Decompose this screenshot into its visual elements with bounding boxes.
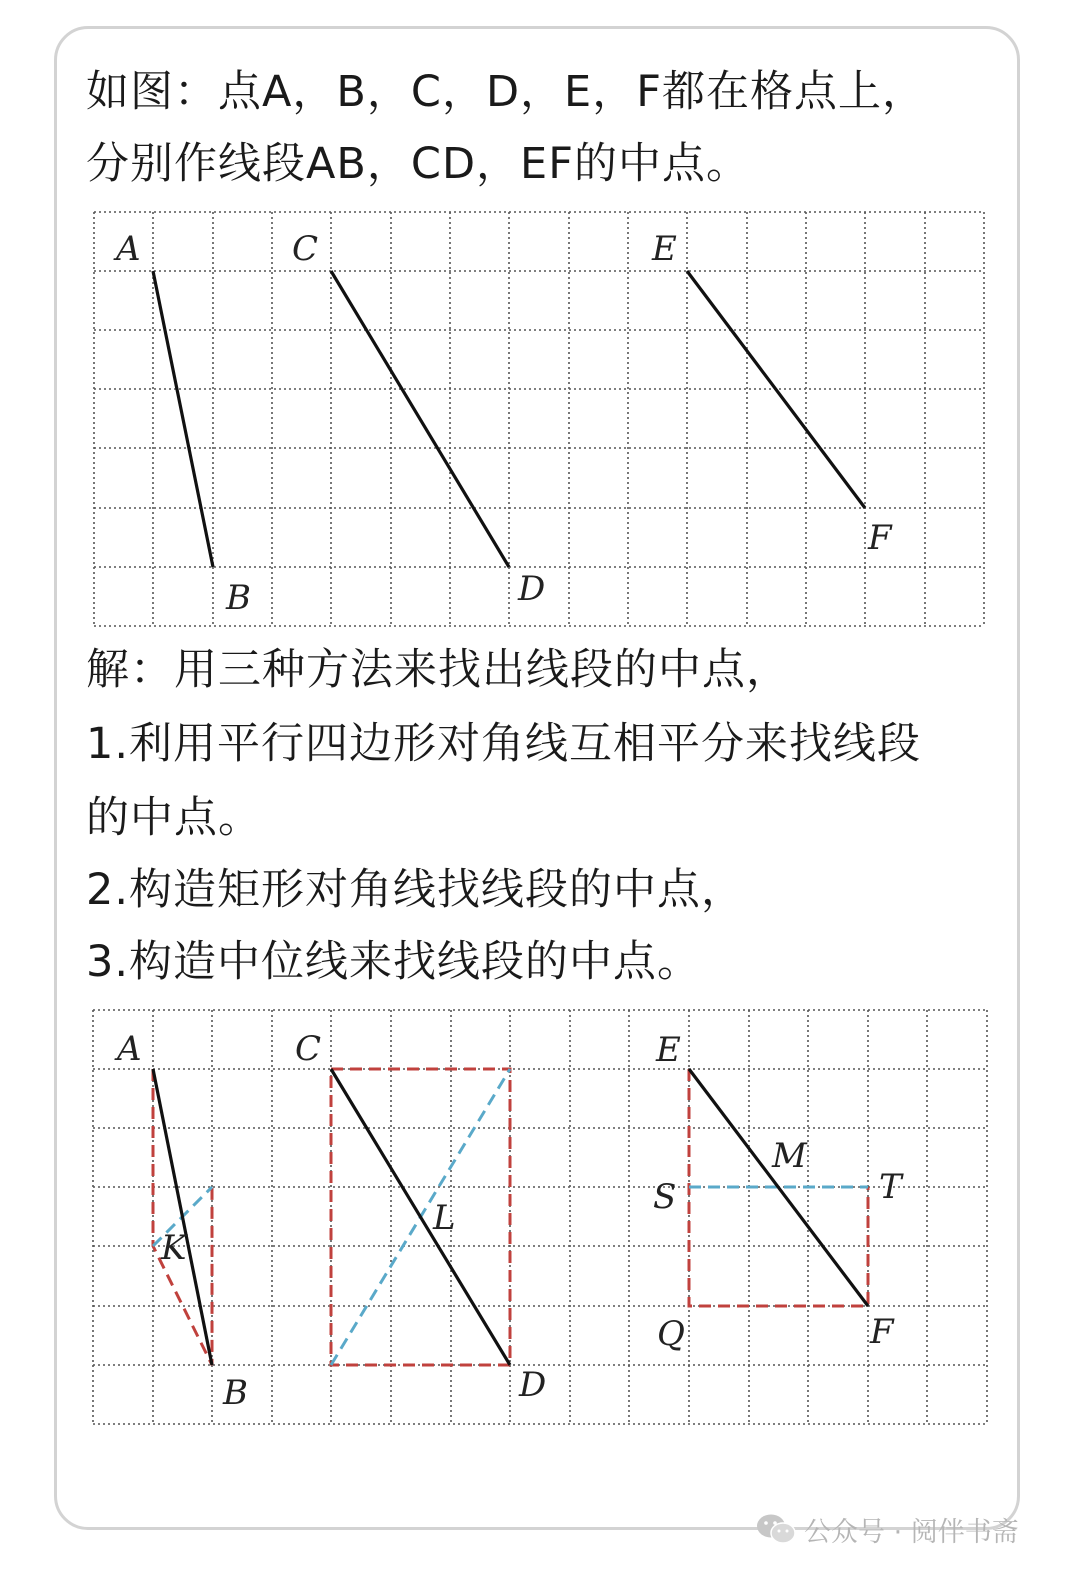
label-d: D (518, 569, 546, 609)
label-a: A (116, 229, 141, 269)
label-b: B (223, 1373, 248, 1413)
solution-line-5: 3.构造中位线来找线段的中点。 (86, 937, 702, 987)
solution-line-3: 的中点。 (86, 793, 262, 843)
grid (94, 212, 984, 626)
label-b: B (226, 578, 251, 618)
solution-line-4: 2.构造矩形对角线找线段的中点， (86, 865, 746, 915)
solution-line-2: 1.利用平行四边形对角线互相平分来找线段 (86, 719, 922, 769)
figure-original-segments (94, 212, 986, 628)
label-s: S (653, 1177, 677, 1217)
label-f: F (868, 518, 892, 558)
watermark-text: 公众号 · 阅伴书斋 (804, 1516, 1019, 1548)
label-a: A (117, 1029, 142, 1069)
segment-ab (153, 1069, 212, 1365)
label-l: L (433, 1198, 456, 1238)
segment-ef (687, 271, 865, 508)
solution-line-1: 解：用三种方法来找出线段的中点， (86, 645, 790, 695)
label-f: F (870, 1312, 894, 1352)
segment-cd (331, 271, 509, 567)
label-c: C (292, 229, 319, 269)
label-c: C (295, 1029, 322, 1069)
figure-midpoint-constructions (93, 1010, 989, 1426)
label-q: Q (657, 1314, 685, 1354)
label-e: E (652, 229, 677, 269)
label-m: M (772, 1136, 807, 1176)
grid (93, 1010, 987, 1424)
problem-line-2: 分别作线段AB，CD，EF的中点。 (86, 139, 750, 189)
label-k: K (161, 1228, 187, 1268)
segment-ab (153, 271, 213, 567)
watermark (756, 1507, 1019, 1551)
problem-line-1: 如图：点A，B，C，D，E，F都在格点上， (86, 67, 926, 117)
wechat-icon (756, 1512, 796, 1546)
label-t: T (879, 1167, 902, 1207)
label-d: D (519, 1365, 547, 1405)
label-e: E (656, 1030, 681, 1070)
